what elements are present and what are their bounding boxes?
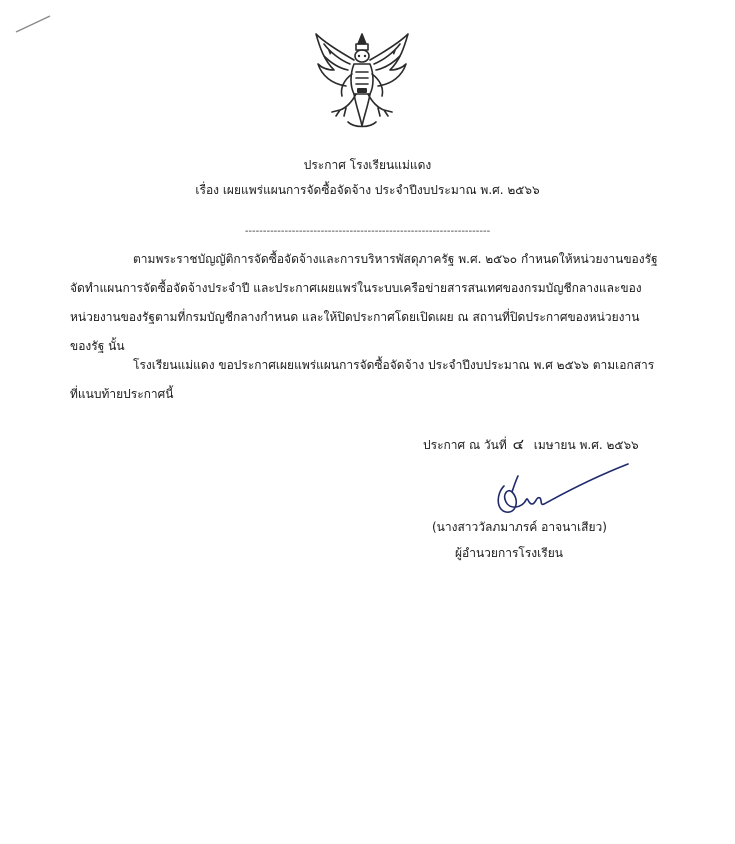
paragraph-line: ของรัฐ นั้น xyxy=(70,339,125,353)
garuda-emblem-icon xyxy=(310,30,414,132)
announcement-date xyxy=(423,435,639,454)
paragraph-line: โรงเรียนแม่แดง ขอประกาศเผยแพร่แผนการจัดซื้อจัดจ้าง ประจำปีงบประมาณ พ.ศ ๒๕๖๖ ตามเอกสาร xyxy=(133,358,655,372)
date-suffix: เมษายน พ.ศ. ๒๕๖๖ xyxy=(533,438,639,452)
document-title: ประกาศ โรงเรียนแม่แดง xyxy=(303,158,432,172)
paragraph-line: หน่วยงานของรัฐตามที่กรมบัญชีกลางกำหนด และให้ปิดประกาศโดยเปิดเผย ณ สถานที่ปิดประกาศของหน่วยงาน xyxy=(70,310,640,324)
signer-name: (นางสาววัลภมาภรค์ อาจนาเสียว) xyxy=(432,520,607,534)
paragraph-line: ที่แนบท้ายประกาศนี้ xyxy=(70,387,174,401)
date-prefix: ประกาศ ณ วันที่ xyxy=(423,438,507,452)
document-subject: เรื่อง เผยแพร่แผนการจัดซื้อจัดจ้าง ประจำปีงบประมาณ พ.ศ. ๒๕๖๖ xyxy=(195,183,540,197)
signer-position: ผู้อำนวยการโรงเรียน xyxy=(455,546,563,560)
signature-icon xyxy=(482,458,632,520)
body-paragraph-2 xyxy=(70,351,670,409)
date-day: ๔ xyxy=(512,435,524,453)
body-paragraph-1 xyxy=(70,245,670,361)
paragraph-line: จัดทำแผนการจัดซื้อจัดจ้างประจำปี และประกาศเผยแพร่ในระบบเครือข่ายสารสนเทศของกรมบัญชีกลางและของ xyxy=(70,281,642,295)
scan-mark-icon xyxy=(14,12,54,34)
paragraph-line: ตามพระราชบัญญัติการจัดซื้อจัดจ้างและการบริหารพัสดุภาครัฐ พ.ศ. ๒๕๖๐ กำหนดให้หน่วยงานของรัฐ xyxy=(133,252,658,266)
divider: -------------------------------------------------------------------- xyxy=(244,226,491,237)
